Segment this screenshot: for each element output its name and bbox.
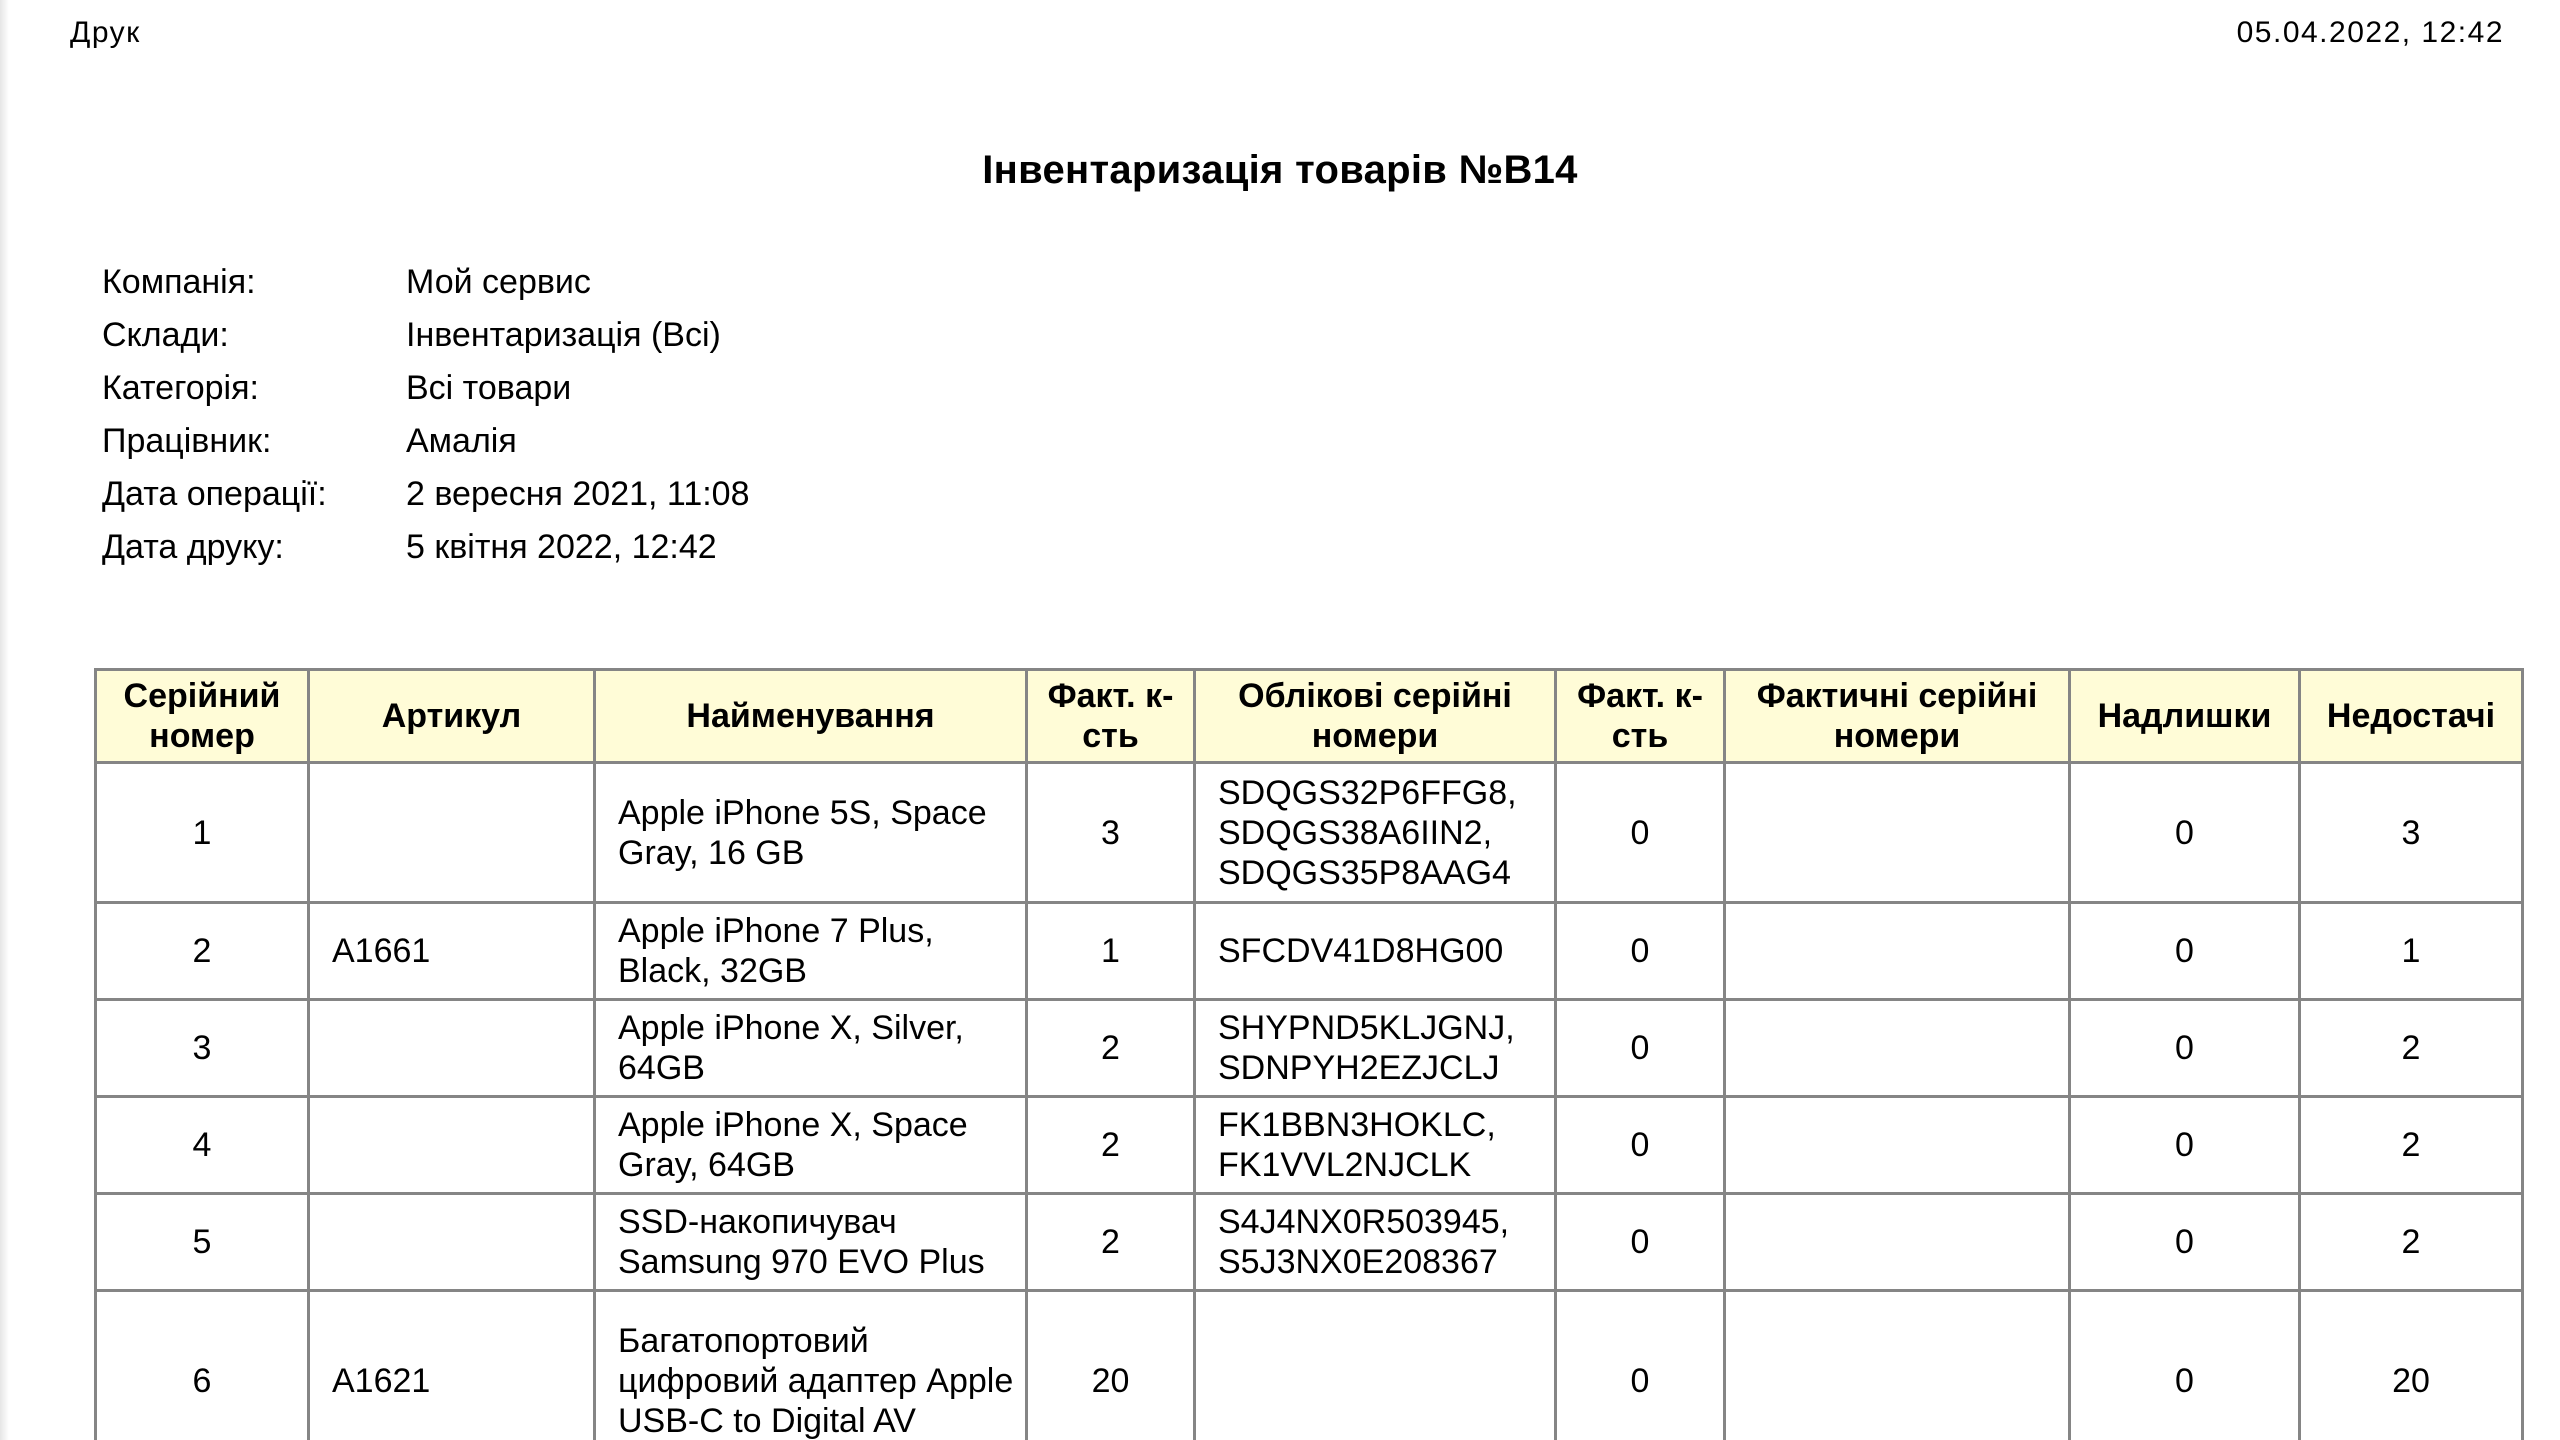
- cell-fact-serials: [1725, 1291, 2070, 1440]
- cell-surplus: 0: [2070, 1097, 2300, 1194]
- cell-fact-serials: [1725, 1000, 2070, 1097]
- column-header-recorded-serials: Облікові серійні номери: [1195, 670, 1556, 763]
- cell-qty: 2: [1027, 1097, 1195, 1194]
- cell-sku: [309, 1097, 595, 1194]
- meta-label: Працівник:: [102, 422, 272, 460]
- meta-row-category: [102, 362, 750, 415]
- cell-fact-qty: 0: [1556, 1097, 1725, 1194]
- cell-name: Apple iPhone X, Space Gray, 64GB: [595, 1097, 1027, 1194]
- cell-shortage: 1: [2300, 903, 2523, 1000]
- column-header-name: Найменування: [595, 670, 1027, 763]
- cell-sku: [309, 763, 595, 903]
- cell-name: SSD-накопичувач Samsung 970 EVO Plus: [595, 1194, 1027, 1291]
- cell-surplus: 0: [2070, 903, 2300, 1000]
- cell-qty: 3: [1027, 763, 1195, 903]
- column-header-shortage: Недостачі: [2300, 670, 2523, 763]
- cell-qty: 1: [1027, 903, 1195, 1000]
- cell-number: 2: [96, 903, 309, 1000]
- cell-shortage: 3: [2300, 763, 2523, 903]
- cell-serials: SHYPND5KLJGNJ, SDNPYH2EZJCLJ: [1195, 1000, 1556, 1097]
- cell-shortage: 2: [2300, 1194, 2523, 1291]
- print-header-datetime: 05.04.2022, 12:42: [2236, 16, 2504, 49]
- cell-fact-qty: 0: [1556, 1000, 1725, 1097]
- document-title: Інвентаризація товарів №В14: [982, 148, 1578, 192]
- meta-value: Амалія: [406, 422, 517, 460]
- cell-serials: [1195, 1291, 1556, 1440]
- meta-label: Компанія:: [102, 263, 256, 301]
- cell-fact-serials: [1725, 1194, 2070, 1291]
- cell-fact-qty: 0: [1556, 1291, 1725, 1440]
- cell-surplus: 0: [2070, 763, 2300, 903]
- inventory-table-wrap: [94, 668, 2524, 1440]
- cell-shortage: 20: [2300, 1291, 2523, 1440]
- cell-number: 1: [96, 763, 309, 903]
- cell-name: Apple iPhone 5S, Space Gray, 16 GB: [595, 763, 1027, 903]
- table-row: [96, 1194, 2523, 1291]
- meta-value: Всі товари: [406, 369, 572, 407]
- column-header-fact-serials: Фактичні серійні номери: [1725, 670, 2070, 763]
- cell-surplus: 0: [2070, 1000, 2300, 1097]
- meta-value: 5 квітня 2022, 12:42: [406, 528, 717, 566]
- cell-serials: FK1BBN3HOKLC, FK1VVL2NJCLK: [1195, 1097, 1556, 1194]
- table-row: [96, 903, 2523, 1000]
- cell-name: Apple iPhone X, Silver, 64GB: [595, 1000, 1027, 1097]
- inventory-table: [94, 668, 2524, 1440]
- cell-name: Багатопортовий цифровий адаптер Apple USB-C to Digital AV: [595, 1291, 1027, 1440]
- cell-number: 4: [96, 1097, 309, 1194]
- cell-serials: SFCDV41D8HG00: [1195, 903, 1556, 1000]
- cell-qty: 2: [1027, 1000, 1195, 1097]
- meta-row-print-date: [102, 521, 750, 574]
- cell-qty: 20: [1027, 1291, 1195, 1440]
- cell-qty: 2: [1027, 1194, 1195, 1291]
- meta-label: Дата друку:: [102, 528, 284, 566]
- table-row: [96, 1000, 2523, 1097]
- table-row: [96, 1097, 2523, 1194]
- meta-label: Категорія:: [102, 369, 259, 407]
- meta-row-operation-date: [102, 468, 750, 521]
- cell-shortage: 2: [2300, 1097, 2523, 1194]
- meta-row-employee: [102, 415, 750, 468]
- cell-name: Apple iPhone 7 Plus, Black, 32GB: [595, 903, 1027, 1000]
- meta-row-company: [102, 256, 750, 309]
- table-row: [96, 763, 2523, 903]
- table-row: [96, 1291, 2523, 1440]
- cell-surplus: 0: [2070, 1194, 2300, 1291]
- meta-row-warehouses: [102, 309, 750, 362]
- column-header-serial-number: Серійний номер: [96, 670, 309, 763]
- table-header-row: [96, 670, 2523, 763]
- cell-surplus: 0: [2070, 1291, 2300, 1440]
- meta-value: Інвентаризація (Всі): [406, 316, 721, 354]
- cell-number: 5: [96, 1194, 309, 1291]
- column-header-qty: Факт. к-сть: [1027, 670, 1195, 763]
- column-header-fact-qty: Факт. к-сть: [1556, 670, 1725, 763]
- cell-sku: [309, 1000, 595, 1097]
- cell-number: 3: [96, 1000, 309, 1097]
- cell-sku: A1621: [309, 1291, 595, 1440]
- page-edge-shadow: [0, 0, 9, 1440]
- meta-value: 2 вересня 2021, 11:08: [406, 475, 750, 513]
- cell-fact-serials: [1725, 903, 2070, 1000]
- print-header-label: Друк: [70, 16, 141, 49]
- cell-fact-qty: 0: [1556, 1194, 1725, 1291]
- meta-label: Дата операції:: [102, 475, 327, 513]
- cell-fact-serials: [1725, 1097, 2070, 1194]
- cell-sku: [309, 1194, 595, 1291]
- document-meta: [102, 256, 750, 574]
- meta-label: Склади:: [102, 316, 229, 354]
- column-header-surplus: Надлишки: [2070, 670, 2300, 763]
- cell-shortage: 2: [2300, 1000, 2523, 1097]
- cell-fact-serials: [1725, 763, 2070, 903]
- column-header-sku: Артикул: [309, 670, 595, 763]
- cell-fact-qty: 0: [1556, 763, 1725, 903]
- cell-fact-qty: 0: [1556, 903, 1725, 1000]
- cell-serials: SDQGS32P6FFG8, SDQGS38A6IIN2, SDQGS35P8AAG4: [1195, 763, 1556, 903]
- cell-number: 6: [96, 1291, 309, 1440]
- cell-sku: A1661: [309, 903, 595, 1000]
- cell-serials: S4J4NX0R503945, S5J3NX0E208367: [1195, 1194, 1556, 1291]
- meta-value: Мой сервис: [406, 263, 591, 301]
